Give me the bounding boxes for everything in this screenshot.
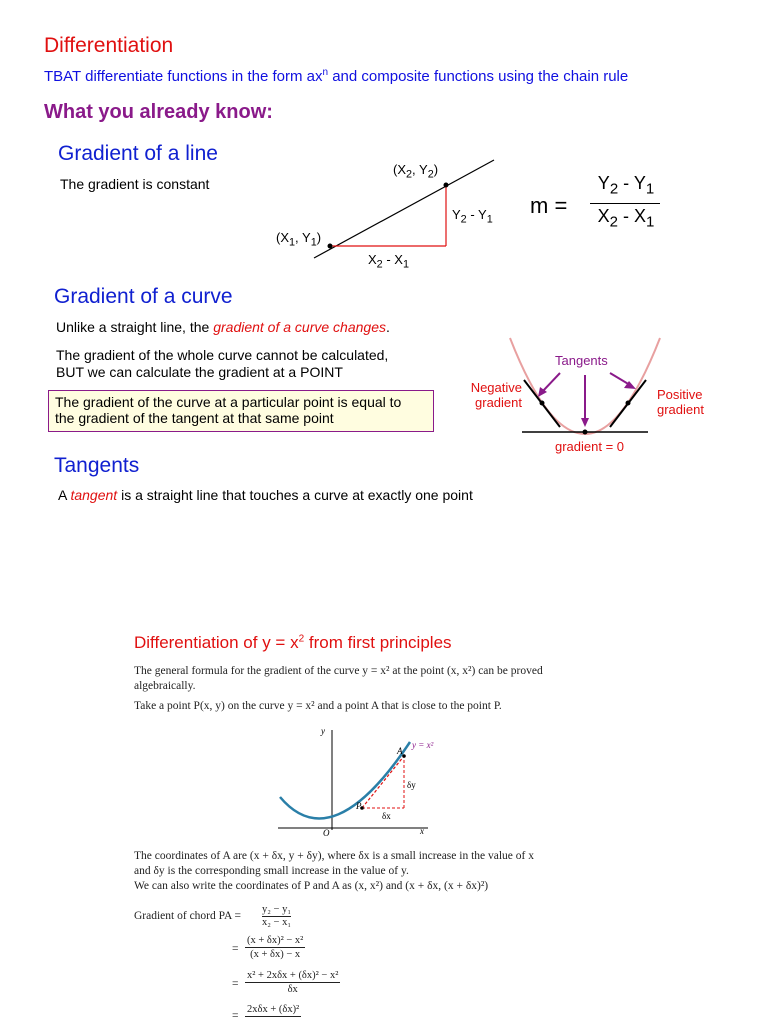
- line-text: The gradient is constant: [60, 176, 210, 192]
- graph-y-label: y: [321, 726, 325, 736]
- fp-title-suffix: from first principles: [304, 633, 452, 652]
- tangents-text-emph: tangent: [70, 487, 118, 503]
- step4-eq: =: [232, 1010, 239, 1022]
- curve-para2-line2: BUT we can calculate the gradient at a POINT: [56, 364, 343, 380]
- fp-para2: Take a point P(x, y) on the curve y = x² and a point A that is close to the point P.: [134, 700, 502, 712]
- fp-para3-line3: We can also write the coordinates of P and A as (x, x²) and (x + δx, (x + δx)²): [134, 880, 489, 892]
- p2-label: ($X_2$, $Y_2$): [393, 162, 439, 181]
- positive-point: [626, 401, 631, 406]
- negative-label: [466, 380, 522, 410]
- graph-x-label: x: [420, 826, 424, 836]
- tangents-heading: Tangents: [54, 454, 140, 477]
- zero-point: [583, 430, 588, 435]
- arrowhead-middle: [581, 418, 589, 427]
- positive-label: [657, 387, 704, 417]
- formula-denominator: $X_2 - X_1$: [597, 206, 655, 231]
- step3-num: x² + 2xδx + (δx)² − x²: [247, 970, 339, 981]
- first-principles-title: [134, 633, 452, 653]
- dx-label: $X_2 - X_1$: [368, 252, 409, 271]
- step2-fraction: [245, 934, 305, 961]
- step1-den: x₂ − x₁: [262, 917, 291, 928]
- curve-heading: Gradient of a curve: [54, 285, 233, 308]
- zero-label: gradient = 0: [555, 439, 625, 454]
- tangents-text-rest: is a straight line that touches a curve at exactly one point: [117, 487, 473, 503]
- step2-eq: =: [232, 943, 239, 955]
- step1-num: y₂ − y₁: [262, 904, 291, 915]
- curve-intro-plain: Unlike a straight line, the: [56, 319, 214, 335]
- tangents-text-a: A: [58, 487, 71, 503]
- box-line2: the gradient of the tangent at that same point: [55, 410, 334, 426]
- curve-y-x2: [280, 742, 410, 818]
- line-heading: Gradient of a line: [58, 142, 218, 165]
- arrow-right: [610, 373, 630, 385]
- fp-para1-line1: The general formula for the gradient of the curve y = x² at the point (x, x²) can be proved: [134, 665, 543, 677]
- negative-label-1: Negative: [470, 380, 522, 395]
- key-fact-box: [48, 390, 434, 432]
- fp-para3-line2: and δy is the corresponding small increase in the value of y.: [134, 865, 409, 877]
- dy-label: $Y_2 - Y_1$: [452, 207, 493, 226]
- fp-title-prefix: Differentiation of y = x: [134, 633, 299, 652]
- negative-point: [540, 401, 545, 406]
- learning-objective: [44, 67, 628, 85]
- page-title: Differentiation: [44, 34, 174, 57]
- graph-point-a-label: A: [397, 746, 403, 756]
- chord-label: Gradient of chord PA =: [134, 910, 241, 922]
- fp-title-sup: 2: [298, 633, 305, 645]
- curve-para2-line1: The gradient of the whole curve cannot be calculated,: [56, 347, 389, 363]
- step1-fraction: [262, 904, 291, 929]
- arrow-left: [542, 373, 560, 392]
- chord-pa: [362, 756, 404, 808]
- section-heading: What you already know:: [44, 101, 273, 123]
- graph-curve-label: y = x²: [412, 740, 434, 750]
- step4-fraction: [245, 1003, 301, 1017]
- graph-point-p-label: P: [356, 801, 362, 811]
- point-1: [328, 244, 333, 249]
- tangents-label: Tangents: [555, 353, 608, 368]
- negative-label-2: gradient: [475, 395, 522, 410]
- tangents-text: [58, 487, 473, 503]
- step3-den: δx: [287, 984, 298, 995]
- step2-num: (x + δx)² − x²: [247, 935, 304, 946]
- graph-dy-label: δy: [407, 780, 416, 790]
- objective-suffix: and composite functions using the chain rule: [328, 68, 629, 85]
- positive-label-1: Positive: [657, 387, 703, 402]
- graph-origin-label: O: [323, 828, 330, 838]
- formula-bar: [590, 203, 660, 204]
- box-line1: The gradient of the curve at a particular point is equal to: [55, 394, 402, 410]
- fp-para1-line2: algebraically.: [134, 680, 196, 692]
- curve-intro-end: .: [385, 319, 390, 335]
- graph-dx-label: δx: [382, 811, 391, 821]
- formula-numerator: $Y_2 - Y_1$: [597, 173, 655, 198]
- objective-sup: n: [322, 67, 329, 78]
- curve-intro-emph: gradient of a curve changes: [213, 319, 386, 335]
- step4-num: 2xδx + (δx)²: [247, 1004, 300, 1015]
- step2-den: (x + δx) − x: [250, 949, 301, 960]
- step3-fraction: [245, 969, 340, 996]
- curve-intro: [56, 319, 390, 335]
- point-2: [444, 183, 449, 188]
- positive-label-2: gradient: [657, 402, 704, 417]
- p1-label: ($X_1$, $Y_1$): [276, 230, 322, 249]
- step3-eq: =: [232, 978, 239, 990]
- fp-para3-line1: The coordinates of A are (x + δx, y + δy), where δx is a small increase in the value of x: [134, 850, 534, 862]
- formula-m: m =: [530, 193, 568, 218]
- objective-prefix: TBAT differentiate functions in the form ax: [44, 68, 323, 85]
